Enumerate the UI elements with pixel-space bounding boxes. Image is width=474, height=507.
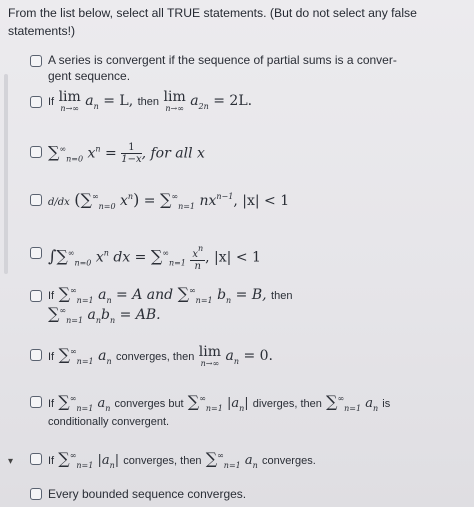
option-text-line2: gent sequence. xyxy=(48,69,131,83)
checkbox[interactable] xyxy=(30,247,42,259)
checkbox[interactable] xyxy=(30,146,42,158)
option-math: If $\sum^\infty_{n=1}$ $|a_n|$ converges, then $\sum^\infty_{n=1}$ $a_n$ converges. xyxy=(48,449,316,470)
checkbox[interactable] xyxy=(30,349,42,361)
checkbox[interactable] xyxy=(30,396,42,408)
option-math: If lim n→∞ $a_n = L$, then lim n→∞ $a_{2n} = 2L$. xyxy=(48,89,253,113)
option-math: d/dx ($\sum^\infty_{n=0}$ $x^n) = \sum^\infty_{n=1}$ $nx^{n-1}$, |x| < 1 xyxy=(48,190,290,211)
option-math: $\sum^\infty_{n=0}$ $x^n$ = $\frac{1}{1-x}$ , for all x xyxy=(48,142,205,165)
option-math-line2: $\sum^\infty_{n=1}$ $a_nb_n$ = AB. xyxy=(48,304,161,325)
checkbox[interactable] xyxy=(30,194,42,206)
checkbox[interactable] xyxy=(30,96,42,108)
option-math: If $\sum^\infty_{n=1}$ $a_n$ converges but $\sum^\infty_{n=1}$ $|a_n|$ diverges, then $\sum^\infty_{n=1}$ $a_n$ is xyxy=(48,392,391,413)
checkbox[interactable] xyxy=(30,290,42,302)
checkbox[interactable] xyxy=(30,488,42,500)
option-text: Every bounded sequence converges. xyxy=(48,487,247,501)
option-math: If $\sum^\infty_{n=1}$ $a_n$ converges, then lim n→∞ $a_n = 0$. xyxy=(48,344,273,368)
chevron-down-icon[interactable]: ▾ xyxy=(8,456,14,467)
checkbox[interactable] xyxy=(30,55,42,67)
question-instructions: From the list below, select all TRUE statements. (But do not select any false statements!) xyxy=(8,6,417,38)
option-text: A series is convergent if the sequence of partial sums is a conver- xyxy=(48,53,397,67)
option-math: $\int\sum^\infty_{n=0}$ $x^n$ dx = $\sum^\infty_{n=1}$ $\frac{x^n}{n}$ , |x| < 1 xyxy=(48,244,261,272)
option-math: If $\sum^\infty_{n=1}$ $a_n = A$ and $\sum^\infty_{n=1}$ $b_n = B$, then xyxy=(48,284,293,305)
option-text-line2: conditionally convergent. xyxy=(48,416,170,428)
checkbox[interactable] xyxy=(30,453,42,465)
